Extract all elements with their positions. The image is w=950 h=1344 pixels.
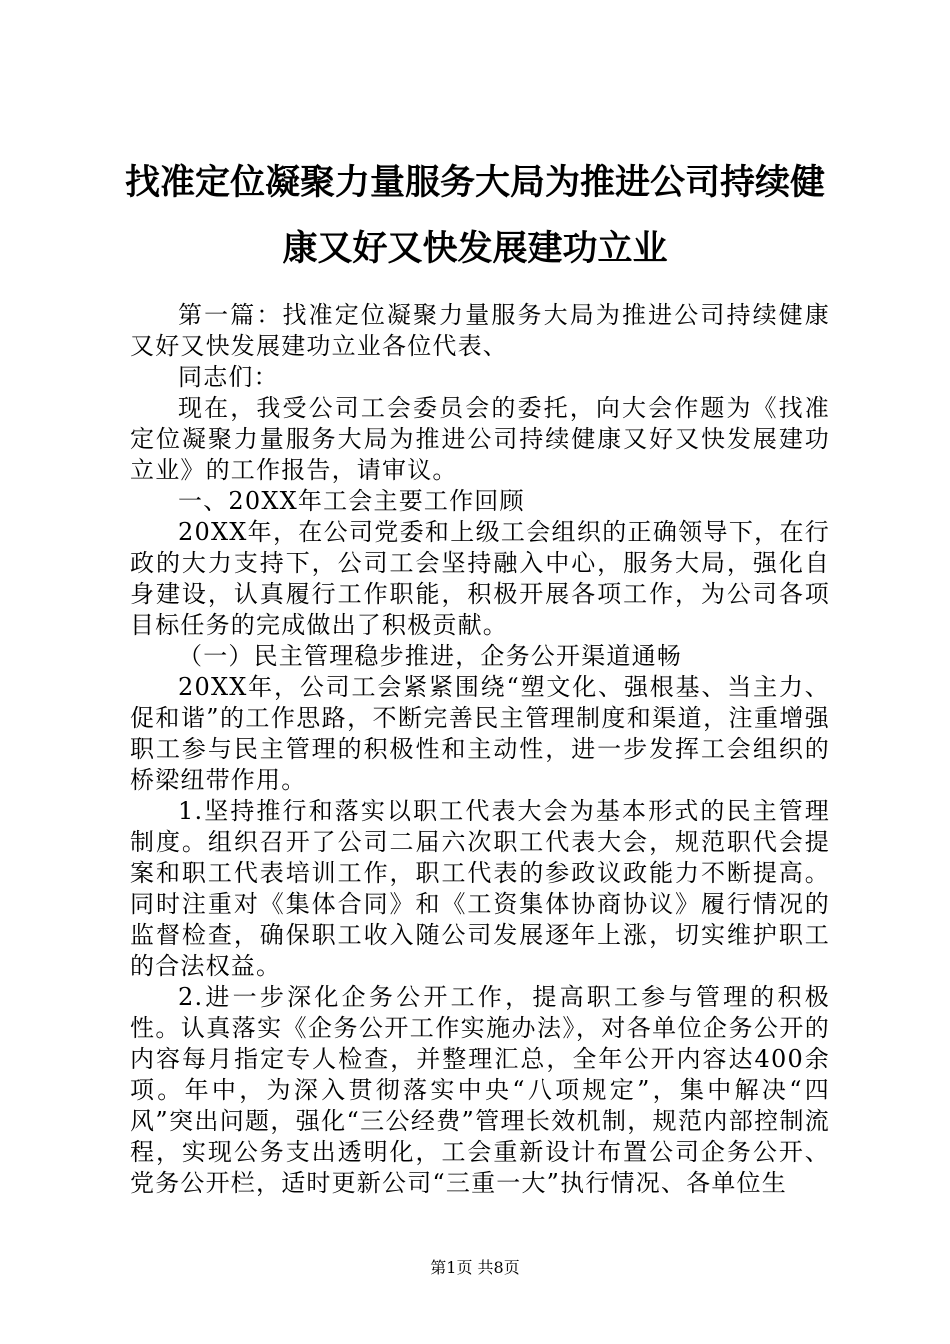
- document-body: [130, 300, 830, 1199]
- paragraph-overview: 20XX年，在公司党委和上级工会组织的正确领导下，在行政的大力支持下，公司工会坚持融入中心，服务大局，强化自身建设，认真履行工作职能，积极开展各项工作，为公司各项目标任务的完成做出了积极贡献。: [130, 518, 830, 639]
- paragraph-item-2: 2.进一步深化企务公开工作，提高职工参与管理的积极性。认真落实《企务公开工作实施办法》，对各单位企务公开的内容每月指定专人检查，并整理汇总，全年公开内容达400余项。年中，为深入贯彻落实中央“八项规定”，集中解决“四风”突出问题，强化“三公经费”管理长效机制，规范内部控制流程，实现公务支出透明化，工会重新设计布置公司企务公开、党务公开栏，适时更新公司“三重一大”执行情况、各单位生: [130, 983, 830, 1197]
- paragraph-intro: 第一篇：找准定位凝聚力量服务大局为推进公司持续健康又好又快发展建功立业各位代表、: [130, 301, 830, 360]
- document-title-line-2: 康又好又快发展建功立业: [282, 229, 668, 269]
- paragraph-work-approach: 20XX年，公司工会紧紧围绕“塑文化、强根基、当主力、促和谐”的工作思路，不断完善民主管理制度和渠道，注重增强职工参与民主管理的积极性和主动性，进一步发挥工会组织的桥梁纽带作用。: [130, 673, 830, 794]
- document-title-line-1: 找准定位凝聚力量服务大局为推进公司持续健: [124, 163, 825, 203]
- page-footer: 第1页 共8页: [430, 1258, 520, 1277]
- subsection-heading-democratic-management: （一）民主管理稳步推进，企务公开渠道通畅: [178, 642, 682, 670]
- paragraph-item-1: 1.坚持推行和落实以职工代表大会为基本形式的民主管理制度。组织召开了公司二届六次职工代表大会，规范职代会提案和职工代表培训工作，职工代表的参政议政能力不断提高。同时注重对《集体合同》和《工资集体协商协议》履行情况的监督检查，确保职工收入随公司发展逐年上涨，切实维护职工的合法权益。: [130, 797, 830, 980]
- paragraph-report-opening: 现在，我受公司工会委员会的委托，向大会作题为《找准定位凝聚力量服务大局为推进公司持续健康又好又快发展建功立业》的工作报告，请审议。: [130, 394, 830, 484]
- paragraph-salutation: 同志们：: [178, 363, 279, 391]
- section-heading-review: 一、20XX年工会主要工作回顾: [178, 487, 525, 515]
